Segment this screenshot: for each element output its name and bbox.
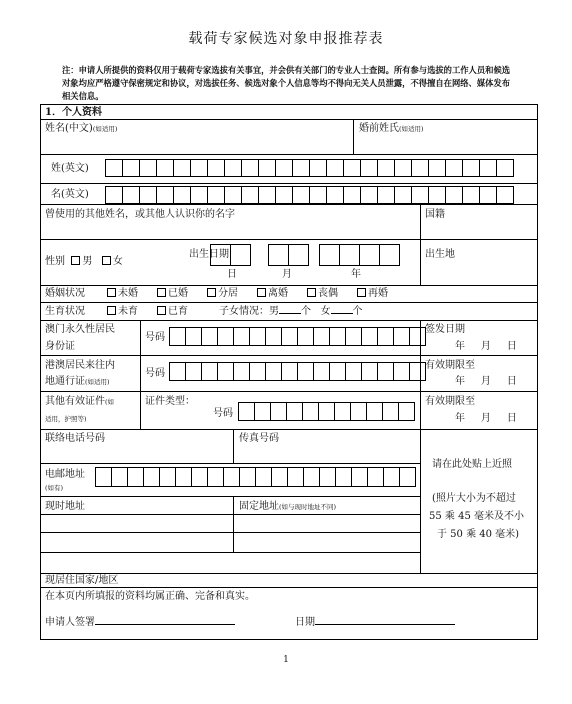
char-box[interactable] [111,467,128,487]
option-item[interactable] [107,306,138,318]
char-box[interactable] [292,159,310,177]
option-label: 离婚 [268,288,288,299]
other-id-label-2: 适用，护照等) [45,415,87,423]
char-box[interactable] [217,327,234,346]
day-label: 日 [227,269,237,280]
char-box[interactable] [479,186,497,204]
char-box[interactable] [201,327,218,346]
option-checkbox[interactable] [107,306,116,315]
issue-date-label: 签发日期 [425,324,465,335]
char-box[interactable] [249,362,266,381]
birth-year-box-4[interactable] [379,244,400,266]
signature-label: 申请人签署 [45,617,235,629]
char-box[interactable] [343,159,361,177]
option-checkbox[interactable] [157,306,166,315]
char-box[interactable] [297,327,314,346]
char-box[interactable] [185,327,202,346]
char-box[interactable] [281,327,298,346]
option-item[interactable] [307,288,338,300]
char-box[interactable] [156,159,174,177]
char-box[interactable] [393,327,410,346]
char-box[interactable] [169,327,186,346]
char-box[interactable] [105,159,123,177]
char-box[interactable] [159,467,176,487]
photo-instruction-3: 55 乘 45 毫米及不小 [429,511,524,522]
birth-day-box-2[interactable] [230,244,251,266]
birth-date-label: 出生日期 [189,249,229,260]
char-box[interactable] [377,186,395,204]
month-label: 月 [282,269,292,280]
macau-id-label-1: 澳门永久性居民 [45,324,115,335]
char-box[interactable] [265,362,282,381]
surname-en-label: 姓(英文) [51,163,89,174]
char-box[interactable] [292,186,310,204]
char-box[interactable] [207,186,225,204]
gender-label: 性别 男 女 [45,256,123,267]
char-box[interactable] [445,159,463,177]
char-box[interactable] [241,186,259,204]
char-box[interactable] [313,362,330,381]
permit-label-1: 港澳居民来往内 [45,360,115,371]
char-box[interactable] [411,186,429,204]
char-box[interactable] [329,327,346,346]
char-box[interactable] [241,159,259,177]
used-names-label: 曾使用的其他姓名，或其他人认识你的名字 [45,209,235,220]
option-item[interactable] [157,288,188,300]
char-box[interactable] [286,402,303,421]
char-box[interactable] [462,186,480,204]
other-valid-ymd: 年 月 日 [455,413,517,424]
date-label: 日期 [295,617,455,629]
birth-month-box-2[interactable] [288,244,309,266]
option-label: 未婚 [118,288,138,299]
date-line[interactable] [315,624,455,625]
char-box[interactable] [127,467,144,487]
char-box[interactable] [255,467,272,487]
char-box[interactable] [309,159,327,177]
option-item[interactable] [257,288,288,300]
option-checkbox[interactable] [207,288,216,297]
char-box[interactable] [382,402,399,421]
char-box[interactable] [217,362,234,381]
char-box[interactable] [254,402,271,421]
char-box[interactable] [233,327,250,346]
char-box[interactable] [201,362,218,381]
char-box[interactable] [297,362,314,381]
char-box[interactable] [445,186,463,204]
char-box[interactable] [190,186,208,204]
char-box[interactable] [239,467,256,487]
char-box[interactable] [233,362,250,381]
option-label: 未育 [118,306,138,317]
female-checkbox[interactable] [102,256,111,265]
char-box[interactable] [313,327,330,346]
birth-month-box-1[interactable] [268,244,289,266]
char-box[interactable] [185,362,202,381]
phone-label: 联络电话号码 [45,433,105,444]
char-box[interactable] [122,159,140,177]
char-box[interactable] [271,467,288,487]
page-number: 1 [283,655,289,665]
char-box[interactable] [190,159,208,177]
char-box[interactable] [258,159,276,177]
char-box[interactable] [309,186,327,204]
char-box[interactable] [238,402,255,421]
personal-info-form [40,104,538,640]
char-box[interactable] [398,402,415,421]
char-box[interactable] [270,402,287,421]
char-box[interactable] [191,467,208,487]
char-box[interactable] [383,467,400,487]
macau-id-label-2: 身份证 [45,341,75,352]
option-item[interactable] [357,288,388,300]
section-header: 1．个人资料 [45,107,102,118]
email-if-any: (如有) [45,484,64,492]
name-cn-label: 姓名(中文)(如适用) [45,123,118,134]
option-label: 已婚 [168,288,188,299]
char-box[interactable] [409,362,426,381]
children-row: 子女情况：男 个 女 个 [219,306,363,317]
char-box[interactable] [351,467,368,487]
option-label: 已育 [168,306,188,317]
option-label: 丧偶 [318,288,338,299]
current-address-label: 现时地址 [45,501,85,512]
char-box[interactable] [302,402,319,421]
option-item[interactable] [107,288,138,300]
issue-date-ymd: 年 月 日 [455,341,517,352]
char-box[interactable] [122,186,140,204]
form-title: 载荷专家候选对象申报推荐表 [188,31,384,47]
char-box[interactable] [479,159,497,177]
char-box[interactable] [173,159,191,177]
fixed-address-label: 固定地址(如与现时地址不同) [239,501,337,512]
char-box[interactable] [207,159,225,177]
char-box[interactable] [156,186,174,204]
maiden-name-label: 婚前姓氏(如适用) [359,123,424,134]
char-box[interactable] [345,362,362,381]
char-box[interactable] [265,327,282,346]
option-checkbox[interactable] [157,288,166,297]
char-box[interactable] [411,159,429,177]
char-box[interactable] [139,159,157,177]
email-label: 电邮地址 [45,469,85,480]
char-box[interactable] [281,362,298,381]
char-box[interactable] [169,362,186,381]
char-box[interactable] [95,467,112,487]
char-box[interactable] [139,186,157,204]
fertility-label: 生育状况 [45,306,85,317]
macau-number-label: 号码 [145,332,165,343]
char-box[interactable] [361,327,378,346]
year-label: 年 [351,269,361,280]
char-box[interactable] [394,159,412,177]
char-box[interactable] [462,159,480,177]
char-box[interactable] [207,467,224,487]
char-box[interactable] [329,362,346,381]
char-box[interactable] [361,362,378,381]
nationality-label: 国籍 [425,209,445,220]
option-checkbox[interactable] [357,288,366,297]
option-checkbox[interactable] [107,288,116,297]
declaration-text: 在本页内所填报的资料均属正确、完备和真实。 [45,591,255,602]
char-box[interactable] [350,402,367,421]
char-box[interactable] [334,402,351,421]
birth-day-box-1[interactable] [210,244,231,266]
char-box[interactable] [275,159,293,177]
male-checkbox[interactable] [71,256,80,265]
char-box[interactable] [377,362,394,381]
char-box[interactable] [496,159,514,177]
birth-place-label: 出生地 [425,249,455,260]
photo-instruction-4: 于 50 乘 40 毫米) [437,529,520,540]
char-box[interactable] [326,186,344,204]
other-valid-label: 有效期限至 [425,396,475,407]
confidentiality-note: 注：申请人所提供的资料仅用于载荷专家选拔有关事宜，并会供有关部门的专业人士查阅。所有参与选拔的工作人员和候选对象均应严格遵守保密规定和协议，对选拔任务、候选对象个人信息等均不得向无关人员泄露，不得擅自在网络、媒体发布相关信息。 [62,65,511,101]
char-box[interactable] [258,186,276,204]
birth-year-box-1[interactable] [319,244,340,266]
char-box[interactable] [428,186,446,204]
option-item[interactable] [157,306,188,318]
option-checkbox[interactable] [257,288,266,297]
permit-label-2: 地通行证(如适用) [45,376,110,387]
char-box[interactable] [496,186,514,204]
other-number-label: 号码 [213,408,233,419]
char-box[interactable] [366,402,383,421]
char-box[interactable] [409,327,426,346]
residence-country-label: 现居住国家/地区 [45,575,119,586]
char-box[interactable] [377,327,394,346]
char-box[interactable] [377,159,395,177]
char-box[interactable] [335,467,352,487]
char-box[interactable] [275,186,293,204]
other-id-label-1: 其他有效证件(如 [45,396,115,407]
given-en-label: 名(英文) [51,189,89,200]
id-type-label: 证件类型： [145,396,195,407]
char-box[interactable] [367,467,384,487]
permit-number-label: 号码 [145,368,165,379]
char-box[interactable] [303,467,320,487]
char-box[interactable] [343,186,361,204]
char-box[interactable] [287,467,304,487]
photo-instruction-2: (照片大小为不超过 [432,493,516,504]
fax-label: 传真号码 [239,433,279,444]
birth-year-box-2[interactable] [339,244,360,266]
char-box[interactable] [345,327,362,346]
permit-valid-label: 有效期限至 [425,360,475,371]
signature-line[interactable] [95,624,235,625]
option-item[interactable] [207,288,238,300]
char-box[interactable] [360,186,378,204]
char-box[interactable] [249,327,266,346]
char-box[interactable] [105,186,123,204]
char-box[interactable] [399,467,416,487]
char-box[interactable] [175,467,192,487]
char-box[interactable] [319,467,336,487]
char-box[interactable] [143,467,160,487]
char-box[interactable] [223,467,240,487]
char-box[interactable] [393,362,410,381]
char-box[interactable] [326,159,344,177]
char-box[interactable] [173,186,191,204]
char-box[interactable] [360,159,378,177]
char-box[interactable] [224,159,242,177]
char-box[interactable] [318,402,335,421]
birth-year-box-3[interactable] [359,244,380,266]
option-checkbox[interactable] [307,288,316,297]
marital-label: 婚姻状况 [45,288,85,299]
char-box[interactable] [394,186,412,204]
char-box[interactable] [428,159,446,177]
photo-instruction-1: 请在此处贴上近照 [432,459,512,470]
char-box[interactable] [224,186,242,204]
option-label: 分居 [218,288,238,299]
option-label: 再婚 [368,288,388,299]
permit-valid-ymd: 年 月 日 [455,376,517,387]
